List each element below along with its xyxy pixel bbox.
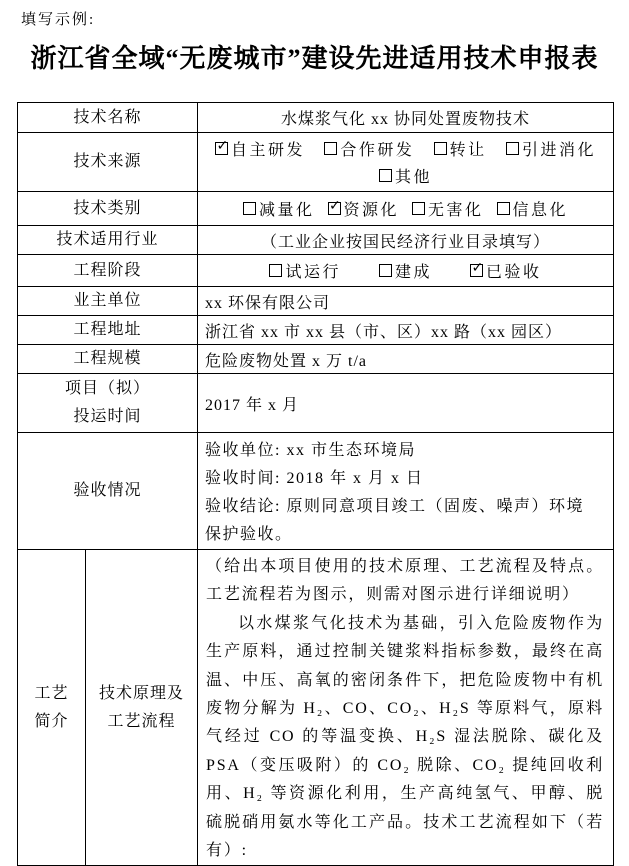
process-intro-value	[198, 550, 614, 866]
row-label-project-address: 工程地址	[18, 316, 198, 345]
process-intro-description-paragraph: 以水煤浆气化技术为基础，引入危险废物作为生产原料，通过控制关键浆料指标参数，最终在高温、中压、高氧的密闭条件下，把危险废物中有机废物分解为 H₂、CO、CO₂、H₂S 等原料气，原料气经过 CO 的等温变换、H₂S 湿法脱除、碳化及 PSA（变压吸附）的 CO₂ 脱除、CO₂ 提纯回收利用、H₂ 等资源化利用，生产高纯氢气、甲醇、脱硫脱硝用氨水等化工产品。技术工艺流程如下（若有）:	[206, 614, 605, 860]
checkbox-label: 减量化	[258, 202, 315, 219]
row-label-tech-industry: 技术适用行业	[18, 226, 198, 255]
checkbox-option-trial-run	[269, 259, 341, 282]
checkbox-label: 自主研发	[231, 142, 306, 159]
checkbox-label: 建成	[395, 264, 433, 281]
table-row-operation-time	[18, 374, 614, 433]
project-stage-options	[205, 257, 606, 284]
checkbox-option-self-developed	[215, 137, 305, 160]
checkbox-icon	[497, 202, 510, 215]
tech-source-value	[198, 133, 614, 192]
checkbox-icon	[434, 142, 447, 155]
table-row-tech-source	[18, 133, 614, 192]
row-label-operation-time	[18, 374, 198, 433]
checkbox-label: 无害化	[428, 202, 484, 219]
checkbox-option-imported	[506, 137, 596, 160]
checkbox-option-joint-developed	[324, 137, 414, 160]
project-scale-value: 危险废物处置 x 万 t/a	[198, 345, 614, 374]
row-sublabel-line1: 技术原理及	[99, 684, 185, 702]
acceptance-conclusion-line: 验收结论: 原则同意项目竣工（固废、噪声）环境保护验收。	[205, 498, 584, 543]
tech-category-options	[205, 195, 606, 222]
table-row-process-intro	[18, 550, 614, 866]
acceptance-date-line: 验收时间: 2018 年 x 月 x 日	[205, 470, 424, 487]
checkbox-icon	[328, 202, 341, 215]
checkbox-icon	[379, 169, 392, 182]
checkbox-option-accepted	[470, 259, 542, 282]
operation-time-value: 2017 年 x 月	[198, 374, 614, 433]
acceptance-value	[198, 433, 614, 550]
checkbox-option-recycling	[328, 197, 400, 220]
checkbox-icon	[215, 142, 228, 155]
checkbox-label: 资源化	[343, 202, 400, 219]
row-sublabel-line2: 工艺流程	[107, 712, 176, 730]
page-title: 浙江省全域“无废城市”建设先进适用技术申报表	[30, 44, 599, 73]
tech-industry-value: （工业企业按国民经济行业目录填写）	[198, 226, 614, 255]
checkbox-label: 其他	[395, 169, 433, 186]
process-intro-hint-paragraph: （给出本项目使用的技术原理、工艺流程及特点。工艺流程若为图示，则需对图示进行详细说明）	[206, 558, 605, 604]
application-form-table	[17, 102, 614, 866]
row-label-line2: 简介	[34, 712, 69, 730]
row-label-line1: 工艺	[34, 684, 69, 702]
owner-unit-value: xx 环保有限公司	[198, 287, 614, 316]
checkbox-option-reduction	[243, 197, 315, 220]
checkbox-icon	[324, 142, 337, 155]
checkbox-label: 引进消化	[522, 142, 597, 159]
checkbox-option-harmless	[412, 197, 484, 220]
table-row-acceptance	[18, 433, 614, 550]
checkbox-label: 信息化	[512, 202, 569, 219]
checkbox-icon	[506, 142, 519, 155]
row-sublabel-principle-process	[86, 550, 198, 866]
acceptance-unit-line: 验收单位: xx 市生态环境局	[205, 442, 416, 459]
project-stage-value	[198, 255, 614, 287]
checkbox-icon	[379, 264, 392, 277]
table-row-owner-unit	[18, 287, 614, 316]
checkbox-icon	[269, 264, 282, 277]
checkbox-label: 合作研发	[340, 142, 415, 159]
tech-category-value	[198, 192, 614, 226]
row-label-project-stage: 工程阶段	[18, 255, 198, 287]
checkbox-option-other	[379, 164, 432, 187]
tech-source-options-line1	[205, 135, 606, 162]
row-label-tech-name: 技术名称	[18, 103, 198, 133]
checkbox-label: 试运行	[285, 264, 341, 281]
table-row-tech-category	[18, 192, 614, 226]
checkbox-icon	[412, 202, 425, 215]
row-label-acceptance: 验收情况	[18, 433, 198, 550]
table-row-tech-name	[18, 103, 614, 133]
row-label-tech-category: 技术类别	[18, 192, 198, 226]
checkbox-icon	[470, 264, 483, 277]
fill-example-note: 填写示例:	[21, 12, 96, 28]
checkbox-option-completed	[379, 259, 432, 282]
row-label-tech-source: 技术来源	[18, 133, 198, 192]
table-row-project-stage	[18, 255, 614, 287]
row-label-line1: 项目（拟）	[65, 380, 151, 397]
row-label-line2: 投运时间	[73, 408, 142, 425]
table-row-project-scale	[18, 345, 614, 374]
checkbox-icon	[243, 202, 256, 215]
table-row-project-address	[18, 316, 614, 345]
tech-source-options-line2	[205, 162, 606, 189]
project-address-value: 浙江省 xx 市 xx 县（市、区）xx 路（xx 园区）	[198, 316, 614, 345]
checkbox-option-informatization	[497, 197, 569, 220]
checkbox-label: 转让	[449, 142, 487, 159]
row-label-project-scale: 工程规模	[18, 345, 198, 374]
table-row-tech-industry	[18, 226, 614, 255]
row-label-process-intro	[18, 550, 86, 866]
row-label-owner-unit: 业主单位	[18, 287, 198, 316]
tech-name-value: 水煤浆气化 xx 协同处置废物技术	[198, 103, 614, 133]
checkbox-label: 已验收	[486, 264, 542, 281]
checkbox-option-transfer	[434, 137, 487, 160]
